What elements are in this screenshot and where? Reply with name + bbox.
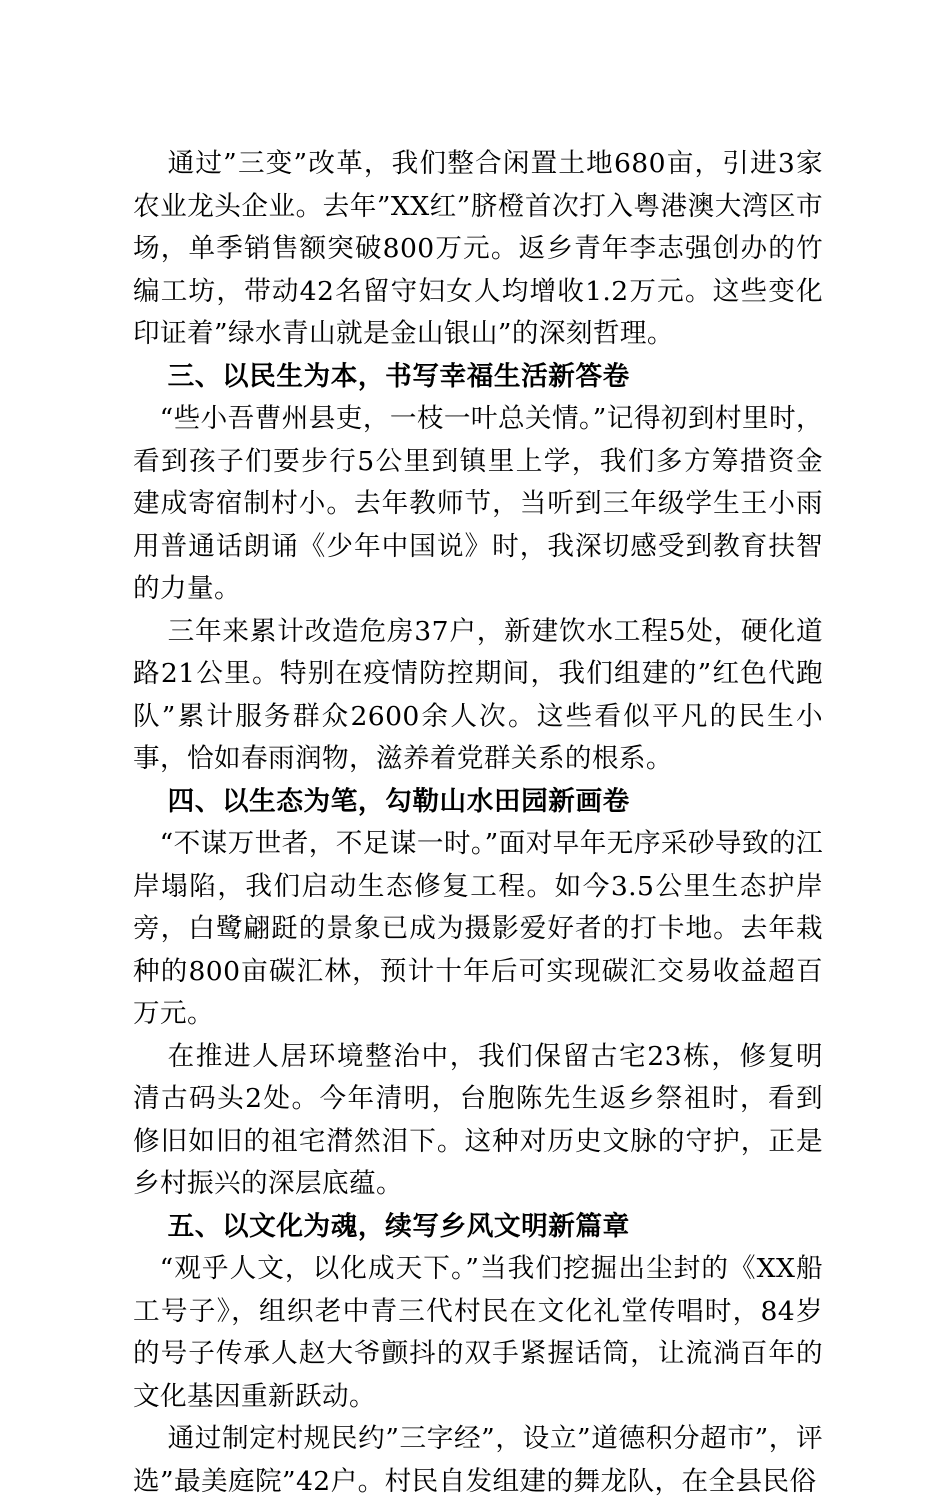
paragraph-ecology-heritage: 在推进人居环境整治中，我们保留古宅23栋，修复明清古码头2处。今年清明，台胞陈先生返乡祭祖时，看到修旧如旧的祖宅潸然泪下。这种对历史文脉的守护，正是乡村振兴的深层底蕴。 — [133, 1040, 823, 1199]
document-page — [133, 143, 823, 1503]
paragraph-culture-rules: 通过制定村规民约”三字经”，设立”道德积分超市”，评选”最美庭院”42户。村民自发组建的舞龙队，在全县民俗 — [133, 1423, 823, 1497]
section-heading-livelihood: 三、以民生为本，书写幸福生活新答卷 — [167, 360, 630, 392]
paragraph-ecology-quote: “不谋万世者，不足谋一时。”面对早年无序采砂导致的江岸塌陷，我们启动生态修复工程。如今3.5公里生态护岸旁，白鹭翩跹的景象已成为摄影爱好者的打卡地。去年栽种的800亩碳汇林，预计十年后可实现碳汇交易收益超百万元。 — [133, 828, 823, 1029]
paragraph-livelihood-quote: “些小吾曹州县吏，一枝一叶总关情。”记得初到村里时，看到孩子们要步行5公里到镇里上学，我们多方筹措资金建成寄宿制村小。去年教师节，当听到三年级学生王小雨用普通话朗诵《少年中国说》时，我深切感受到教育扶智的力量。 — [133, 403, 823, 604]
section-heading-culture: 五、以文化为魂，续写乡风文明新篇章 — [167, 1210, 630, 1242]
paragraph-three-changes-reform: 通过”三变”改革，我们整合闲置土地680亩，引进3家农业龙头企业。去年”XX红”脐橙首次打入粤港澳大湾区市场，单季销售额突破800万元。返乡青年李志强创办的竹编工坊，带动42名留守妇女人均增收1.2万元。这些变化印证着”绿水青山就是金山银山”的深刻哲理。 — [133, 148, 823, 349]
paragraph-culture-quote: “观乎人文，以化成天下。”当我们挖掘出尘封的《XX船工号子》，组织老中青三代村民在文化礼堂传唱时，84岁的号子传承人赵大爷颤抖的双手紧握话筒，让流淌百年的文化基因重新跃动。 — [133, 1253, 823, 1412]
paragraph-livelihood-projects: 三年来累计改造危房37户，新建饮水工程5处，硬化道路21公里。特别在疫情防控期间，我们组建的”红色代跑队”累计服务群众2600余人次。这些看似平凡的民生小事，恰如春雨润物，滋养着党群关系的根系。 — [133, 615, 823, 774]
section-heading-ecology: 四、以生态为笔，勾勒山水田园新画卷 — [167, 785, 630, 817]
